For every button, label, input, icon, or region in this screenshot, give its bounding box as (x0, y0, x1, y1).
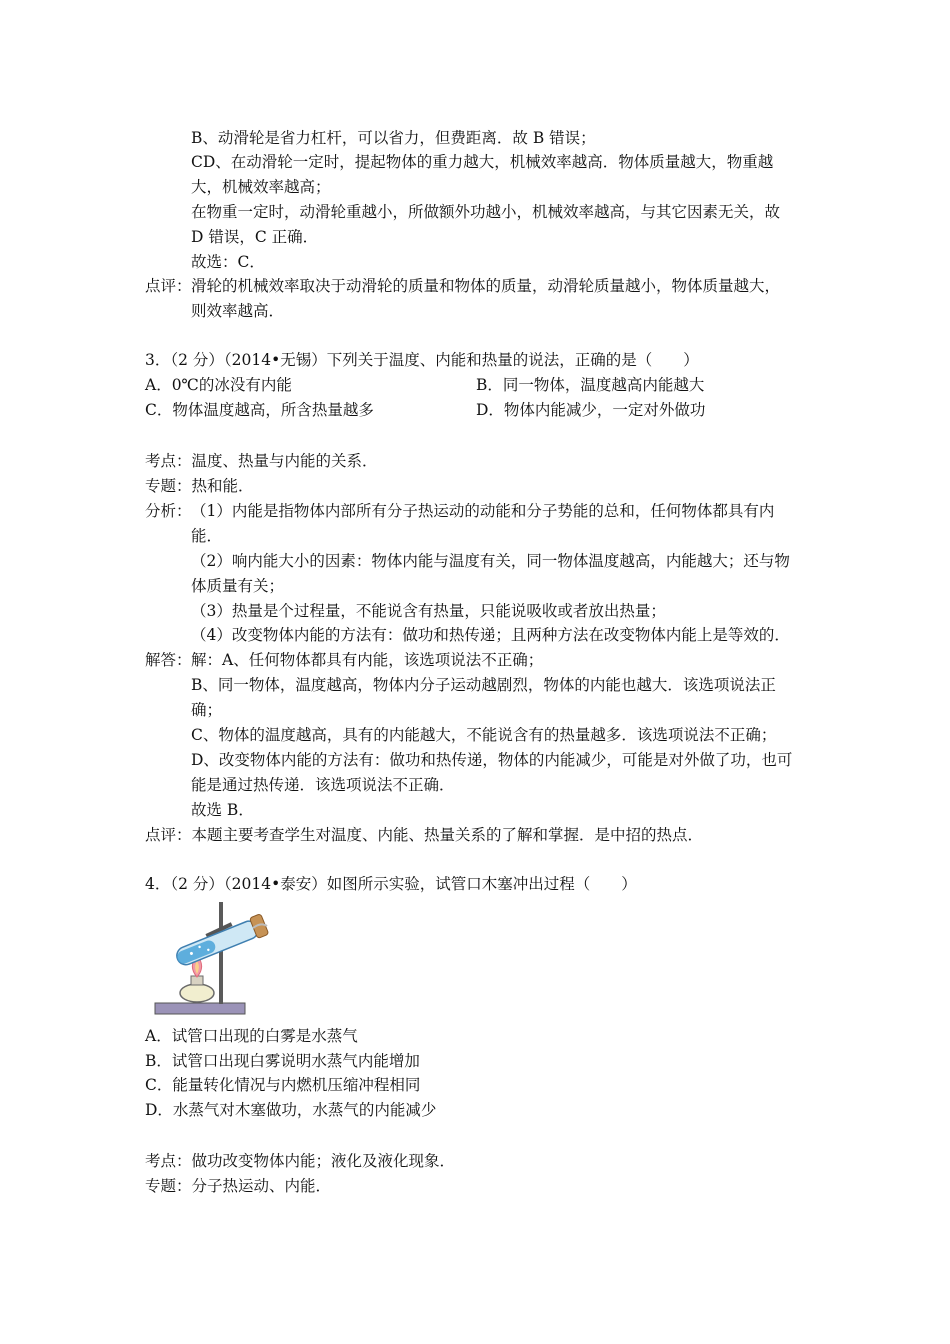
question-3-jieda-label: 解答： (145, 651, 192, 669)
alcohol-lamp (180, 984, 214, 1002)
question-3-zhuanti: 专题：热和能． (145, 477, 254, 495)
solution-answer: 故选：C． (191, 253, 265, 271)
question-3-fenxi-4: 体质量有关； (191, 577, 285, 595)
question-3-option-a: A．0℃的冰没有内能 (145, 376, 292, 394)
comment-line-2: 则效率越高． (191, 302, 285, 320)
question-3-fenxi-label: 分析： (145, 502, 192, 520)
question-3-fenxi-2: 能． (191, 527, 223, 545)
question-3-fenxi-6: （4）改变物体内能的方法有：做功和热传递；且两种方法在改变物体内能上是等效的． (191, 626, 790, 644)
question-3-jieda-1: 解：A、任何物体都具有内能，该选项说法不正确； (191, 651, 544, 669)
question-4-option-a: A．试管口出现的白雾是水蒸气 (145, 1027, 358, 1045)
comment-label: 点评： (145, 277, 192, 295)
question-3-jieda-3: 确； (191, 701, 223, 719)
question-4-option-c: C．能量转化情况与内燃机压缩冲程相同 (145, 1076, 421, 1094)
stand-rod (219, 902, 223, 1004)
question-3-dianping: 点评：本题主要考查学生对温度、内能、热量关系的了解和掌握．是中招的热点． (145, 826, 704, 844)
question-3-option-c: C．物体温度越高，所含热量越多 (145, 401, 374, 419)
solution-line-cd: CD、在动滑轮一定时，提起物体的重力越大，机械效率越高．物体质量越大，物重越 (191, 153, 774, 171)
question-4-zhuanti: 专题：分子热运动、内能． (145, 1177, 332, 1195)
solution-line-cd-cont: 大，机械效率越高； (191, 178, 331, 196)
question-3-kaodian: 考点：温度、热量与内能的关系． (145, 452, 378, 470)
question-3-fenxi-1: （1）内能是指物体内部所有分子热运动的动能和分子势能的总和，任何物体都具有内 (191, 502, 775, 520)
comment-line-1: 滑轮的机械效率取决于动滑轮的质量和物体的质量，动滑轮质量越小，物体质量越大， (191, 277, 781, 295)
question-3-jieda-4: C、物体的温度越高，具有的内能越大，不能说含有的热量越多．该选项说法不正确； (191, 726, 777, 744)
question-4-option-d: D．水蒸气对木塞做功，水蒸气的内能减少 (145, 1101, 437, 1119)
test-tube-experiment-figure (145, 900, 275, 1018)
question-3-jieda-7: 故选 B． (191, 801, 254, 819)
question-3-fenxi-5: （3）热量是个过程量，不能说含有热量，只能说吸收或者放出热量； (191, 602, 666, 620)
question-4-kaodian: 考点：做功改变物体内能；液化及液化现象． (145, 1152, 456, 1170)
question-3-option-b: B．同一物体，温度越高内能越大 (476, 376, 705, 394)
solution-line-weight-cont: D 错误，C 正确． (191, 228, 319, 246)
stand-base (155, 1003, 245, 1014)
question-4-option-b: B．试管口出现白雾说明水蒸气内能增加 (145, 1052, 420, 1070)
question-3-stem: 3．（2 分）（2014•无锡）下列关于温度、内能和热量的说法，正确的是（ ） (145, 351, 699, 369)
question-3-jieda-2: B、同一物体，温度越高，物体内分子运动越剧烈，物体的内能也越大．该选项说法正 (191, 676, 776, 694)
question-3-option-d: D．物体内能减少，一定对外做功 (476, 401, 706, 419)
solution-line-weight: 在物重一定时，动滑轮重越小，所做额外功越小，机械效率越高，与其它因素无关，故 (191, 203, 781, 221)
question-4-stem: 4．（2 分）（2014•泰安）如图所示实验，试管口木塞冲出过程（ ） (145, 875, 637, 893)
question-3-fenxi-3: （2）响内能大小的因素：物体内能与温度有关，同一物体温度越高，内能越大；还与物 (191, 552, 790, 570)
question-3-jieda-5: D、改变物体内能的方法有：做功和热传递，物体的内能减少，可能是对外做了功，也可 (191, 751, 793, 769)
question-3-jieda-6: 能是通过热传递．该选项说法不正确． (191, 776, 455, 794)
solution-line-b: B、动滑轮是省力杠杆，可以省力，但费距离．故 B 错误； (191, 129, 596, 147)
